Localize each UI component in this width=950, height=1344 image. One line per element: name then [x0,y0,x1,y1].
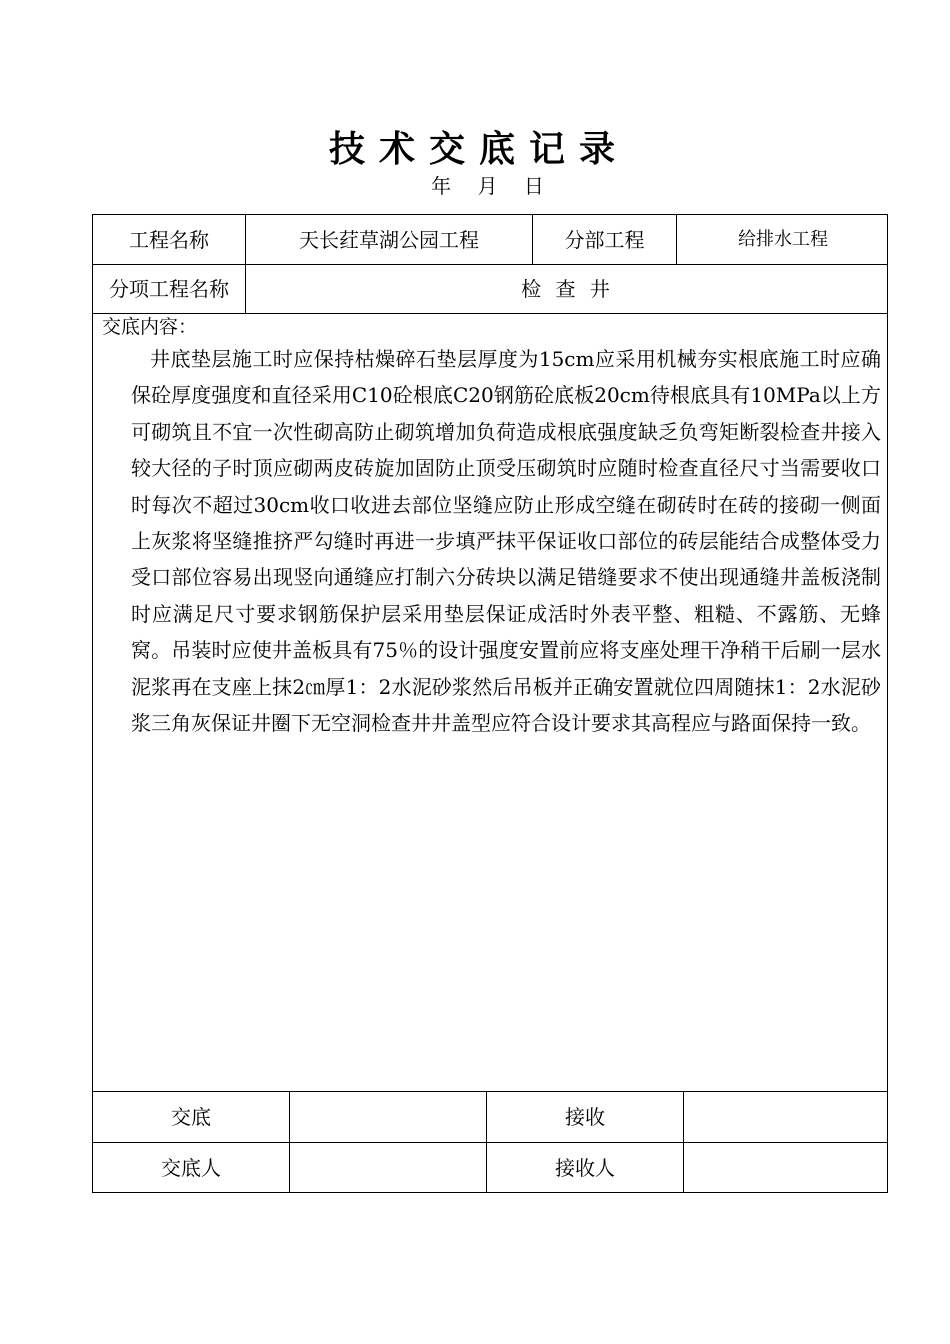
receiver-value[interactable] [684,1143,889,1193]
handover-person-label: 交底人 [161,1156,221,1180]
content-label: 交底内容： [102,316,198,338]
subitem-label: 分项工程名称 [109,276,229,301]
division-value: 给排水工程 [738,228,828,250]
handover-label: 交底 [171,1105,211,1129]
division-label: 分部工程 [564,227,645,252]
date-line: 年 月 日 [431,174,544,198]
document-title: 技术交底记录 [328,129,629,170]
handover-person-value[interactable] [290,1143,486,1193]
record-table [92,214,888,1193]
row-divider [93,313,887,314]
receive-label: 接收 [565,1105,605,1129]
content-text: 井底垫层施工时应保持枯燥碎石垫层厚度为15cm应采用机械夯实根底施工时应确保砼厚度强度和直径采用C10砼根底C20钢筋砼底板20cm待根底具有10MPa以上方可砌筑且不宜一次性砌高防止砌筑增加负荷造成根底强度缺乏负弯矩断裂检查井接入较大径的子时顶应砌两皮砖旋加固防止顶受压砌筑时应随时检查直径尺寸当需要收口时每次不超过30cm收口收进去部位坚缝应防止形成空缝在砌砖时在砖的接砌一侧面上灰浆将坚缝推挤严勾缝时再进一步填严抹平保证收口部位的砖层能结合成整体受力受口部位容易出现竖向通缝应打制六分砖块以满足错缝要求不使出现通缝井盖板浇制时应满足尺寸要求钢筋保护层采用垫层保证成活时外表平整、粗糙、不露筋、无蜂窝。吊装时应使井盖板具有75％的设计强度安置前应将支座处理干净稍干后刷一层水泥浆再在支座上抹2㎝厚1：2水泥砂浆然后吊板并正确安置就位四周随抹1：2水泥砂浆三角灰保证井圈下无空洞检查井井盖型应符合设计要求其高程应与路面保持一致。 [131,347,881,736]
project-name-label: 工程名称 [129,227,209,252]
receive-value[interactable] [684,1092,889,1142]
handover-value[interactable] [290,1092,486,1142]
subitem-value: 检 查 井 [521,276,614,301]
receiver-label: 接收人 [555,1156,615,1180]
project-name-value: 天长荭草湖公园工程 [299,227,479,252]
